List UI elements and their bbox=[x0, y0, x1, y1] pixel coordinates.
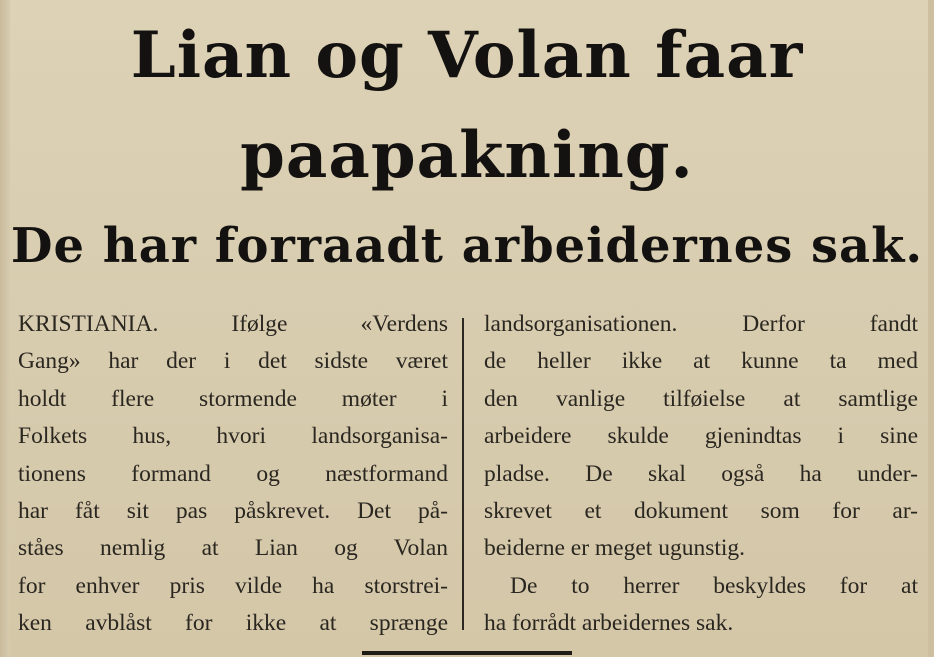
article-line: holdt flere stormende møter i bbox=[18, 385, 448, 412]
section-rule bbox=[362, 651, 572, 655]
article-line: ken avblåst for ikke at sprænge bbox=[18, 610, 448, 637]
article-column-left bbox=[18, 306, 448, 643]
page-edge bbox=[0, 0, 10, 657]
article-line: ståes nemlig at Lian og Volan bbox=[18, 535, 448, 562]
article-line: Folkets hus, hvori landsorganisa- bbox=[18, 423, 448, 450]
article-line: skrevet et dokument som for ar- bbox=[484, 498, 918, 525]
article-column-right bbox=[484, 306, 918, 643]
article-line: KRISTIANIA. Ifølge «Verdens bbox=[18, 311, 448, 337]
article-line: arbeidere skulde gjenindtas i sine bbox=[484, 423, 918, 450]
article-line: har fåt sit pas påskrevet. Det på- bbox=[18, 498, 448, 525]
article-line: landsorganisationen. Derfor fandt bbox=[484, 311, 918, 337]
article-line: pladse. De skal også ha under- bbox=[484, 460, 918, 487]
article-line: ha forrådt arbeidernes sak. bbox=[484, 610, 734, 637]
headline-line-1: Lian og Volan faar bbox=[130, 18, 804, 93]
article-line: Gang» har der i det sidste været bbox=[18, 348, 448, 375]
article-line: De to herrer beskyldes for at bbox=[510, 572, 918, 599]
subheadline: De har forraadt arbeidernes sak. bbox=[10, 218, 924, 274]
headline-line-2: paapakning. bbox=[240, 118, 694, 193]
article-line: beiderne er meget ugunstig. bbox=[484, 535, 746, 562]
page-edge-right bbox=[928, 0, 934, 657]
article-line: for enhver pris vilde ha storstrei- bbox=[18, 572, 448, 599]
article-line: den vanlige tilføielse at samtlige bbox=[484, 385, 918, 412]
column-divider bbox=[462, 318, 464, 630]
article-line: de heller ikke at kunne ta med bbox=[484, 348, 918, 375]
article-line: tionens formand og næstformand bbox=[18, 460, 448, 487]
